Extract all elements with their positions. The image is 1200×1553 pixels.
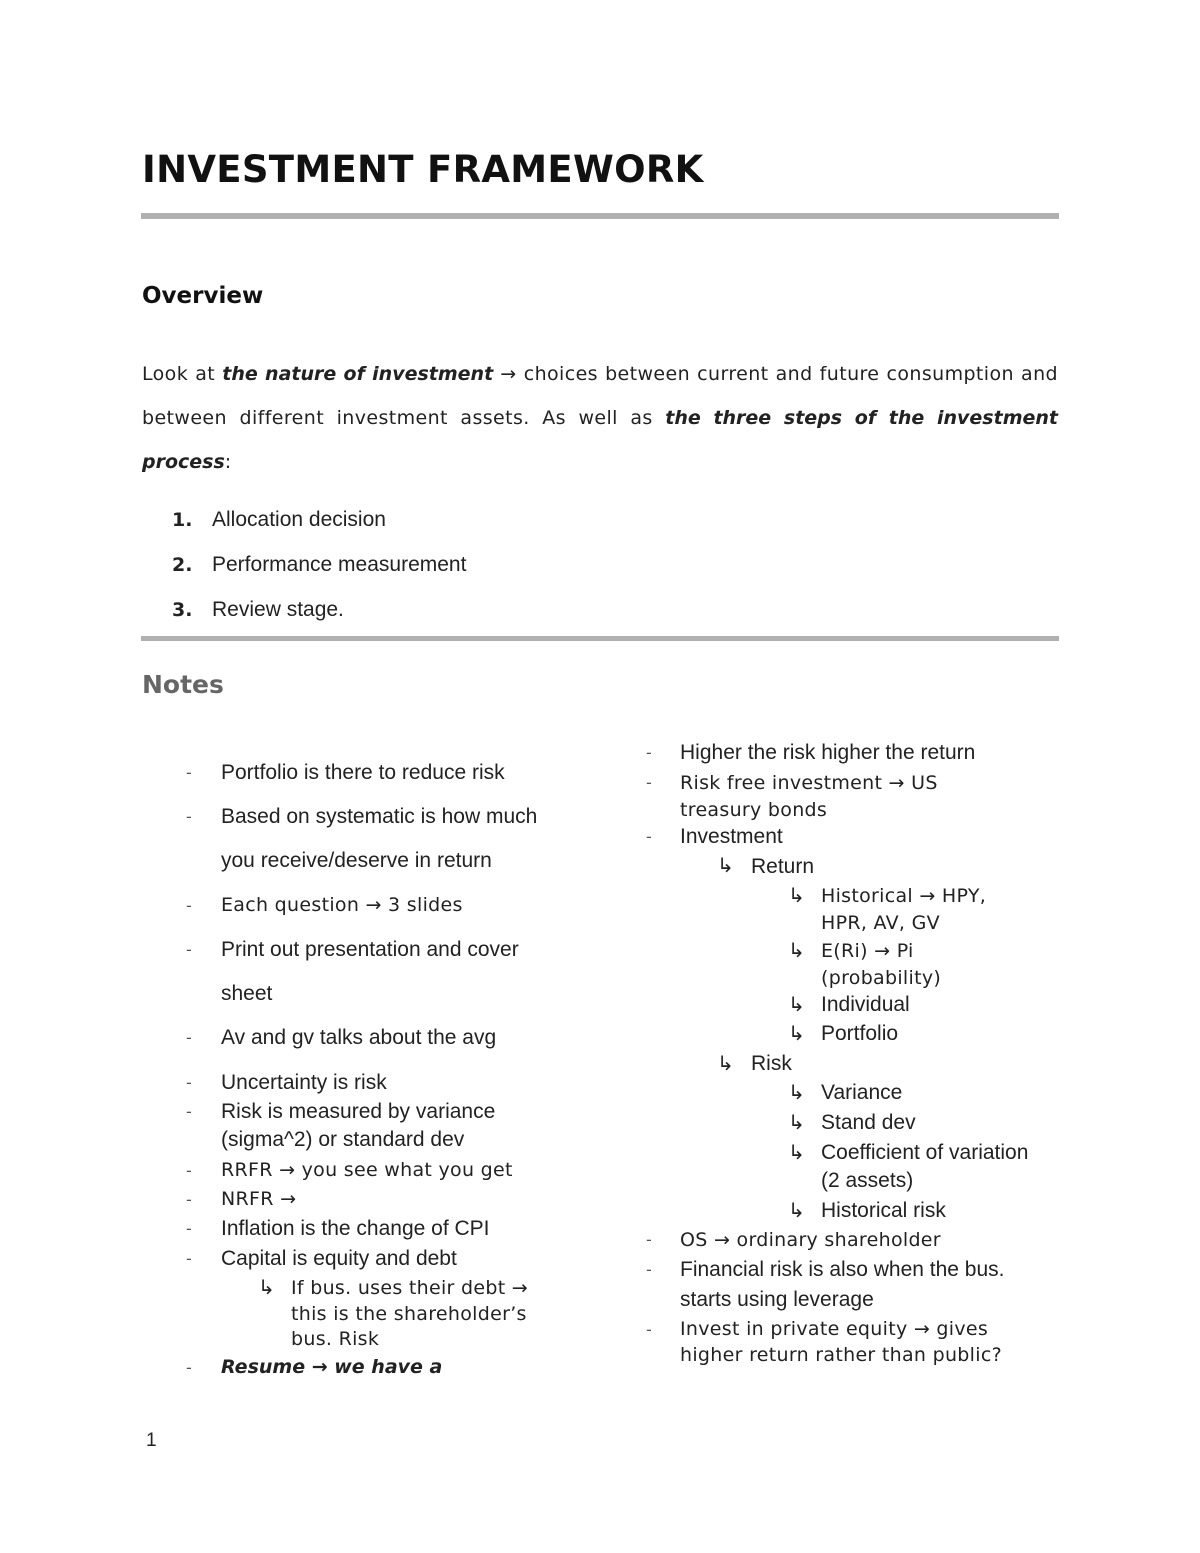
- overview-paragraph: [142, 352, 1058, 484]
- list-item: Return: [751, 855, 815, 878]
- sub-arrow-icon: ↳: [258, 1275, 275, 1299]
- section-divider: [141, 636, 1059, 641]
- list-item: RRFR → you see what you get: [221, 1159, 513, 1181]
- bullet-dash: -: [186, 1190, 192, 1209]
- list-item: Risk is measured by variance: [221, 1100, 496, 1123]
- bullet-dash: -: [186, 1028, 192, 1047]
- list-item-continuation: (2 assets): [821, 1169, 914, 1192]
- list-item: OS → ordinary shareholder: [680, 1229, 941, 1251]
- overview-heading: Overview: [142, 283, 264, 309]
- bullet-dash: -: [186, 1161, 192, 1180]
- list-item: If bus. uses their debt →: [291, 1277, 529, 1299]
- list-item: Invest in private equity → gives: [680, 1318, 989, 1340]
- bullet-dash: -: [186, 763, 192, 782]
- list-item: Coefficient of variation: [821, 1141, 1029, 1164]
- list-item: Resume → we have a: [221, 1356, 443, 1378]
- bullet-dash: -: [646, 773, 652, 792]
- list-item-continuation: treasury bonds: [680, 799, 828, 821]
- notes-heading: Notes: [142, 670, 224, 699]
- list-item: Individual: [821, 993, 910, 1016]
- sub-arrow-icon: ↳: [788, 1080, 805, 1104]
- sub-arrow-icon: ↳: [788, 1021, 805, 1045]
- overview-text-1: Look at: [142, 363, 223, 385]
- sub-arrow-icon: ↳: [788, 883, 805, 907]
- list-item: Each question → 3 slides: [221, 894, 463, 916]
- list-item-continuation: bus. Risk: [291, 1328, 380, 1350]
- bullet-dash: -: [646, 1230, 652, 1249]
- list-item: Inflation is the change of CPI: [221, 1217, 490, 1240]
- sub-arrow-icon: ↳: [717, 853, 734, 877]
- list-item: Capital is equity and debt: [221, 1247, 457, 1270]
- sub-arrow-icon: ↳: [788, 1110, 805, 1134]
- list-item: Financial risk is also when the bus.: [680, 1258, 1005, 1281]
- list-item: 1. Allocation decision: [172, 508, 386, 531]
- list-item: Portfolio is there to reduce risk: [221, 761, 505, 784]
- bullet-dash: -: [186, 1249, 192, 1268]
- list-item-continuation: you receive/deserve in return: [221, 849, 492, 872]
- list-item: Historical risk: [821, 1199, 946, 1222]
- sub-arrow-icon: ↳: [717, 1051, 734, 1075]
- list-item: Based on systematic is how much: [221, 805, 538, 828]
- sub-arrow-icon: ↳: [788, 992, 805, 1016]
- list-item-continuation: starts using leverage: [680, 1288, 874, 1311]
- list-item-continuation: higher return rather than public?: [680, 1344, 1002, 1366]
- overview-text-2: → choices between current and future consumption and between different investment assets. As well as: [142, 363, 1058, 429]
- list-item-continuation: HPR, AV, GV: [821, 912, 940, 934]
- bullet-dash: -: [186, 807, 192, 826]
- title-divider: [141, 213, 1059, 219]
- list-item-continuation: (probability): [821, 967, 942, 989]
- list-item: Portfolio: [821, 1022, 899, 1045]
- bullet-dash: -: [186, 1219, 192, 1238]
- list-item: E(Ri) → Pi: [821, 940, 914, 962]
- list-item: 2. Performance measurement: [172, 553, 467, 576]
- overview-emphasis-2: the three steps of the investment process: [142, 407, 1058, 473]
- list-item-continuation: (sigma^2) or standard dev: [221, 1128, 465, 1151]
- list-item: NRFR →: [221, 1188, 297, 1210]
- sub-arrow-icon: ↳: [788, 1198, 805, 1222]
- sub-arrow-icon: ↳: [788, 1140, 805, 1164]
- page-number: 1: [146, 1430, 157, 1451]
- bullet-dash: -: [186, 940, 192, 959]
- list-item: Uncertainty is risk: [221, 1071, 387, 1094]
- list-item: Stand dev: [821, 1111, 916, 1134]
- bullet-dash: -: [646, 743, 652, 762]
- bullet-dash: -: [646, 827, 652, 846]
- process-steps-list: [172, 502, 466, 637]
- list-item-continuation: sheet: [221, 982, 273, 1005]
- bullet-dash: -: [186, 896, 192, 915]
- bullet-dash: -: [186, 1358, 192, 1377]
- list-item: 3. Review stage.: [172, 598, 344, 621]
- overview-text-3: :: [224, 451, 232, 473]
- bullet-dash: -: [646, 1260, 652, 1279]
- document-title: INVESTMENT FRAMEWORK: [142, 148, 704, 191]
- bullet-dash: -: [646, 1320, 652, 1339]
- bullet-dash: -: [186, 1102, 192, 1121]
- list-item: Risk free investment → US: [680, 772, 938, 794]
- list-item: Av and gv talks about the avg: [221, 1026, 497, 1049]
- sub-arrow-icon: ↳: [788, 938, 805, 962]
- list-item: Investment: [680, 825, 783, 848]
- bullet-dash: -: [186, 1073, 192, 1092]
- list-item: Risk: [751, 1052, 792, 1075]
- list-item: Higher the risk higher the return: [680, 741, 976, 764]
- overview-emphasis-1: the nature of investment: [222, 363, 494, 385]
- list-item: Variance: [821, 1081, 903, 1104]
- list-item: Print out presentation and cover: [221, 938, 519, 961]
- list-item: Historical → HPY,: [821, 885, 987, 907]
- list-item-continuation: this is the shareholder’s: [291, 1303, 527, 1325]
